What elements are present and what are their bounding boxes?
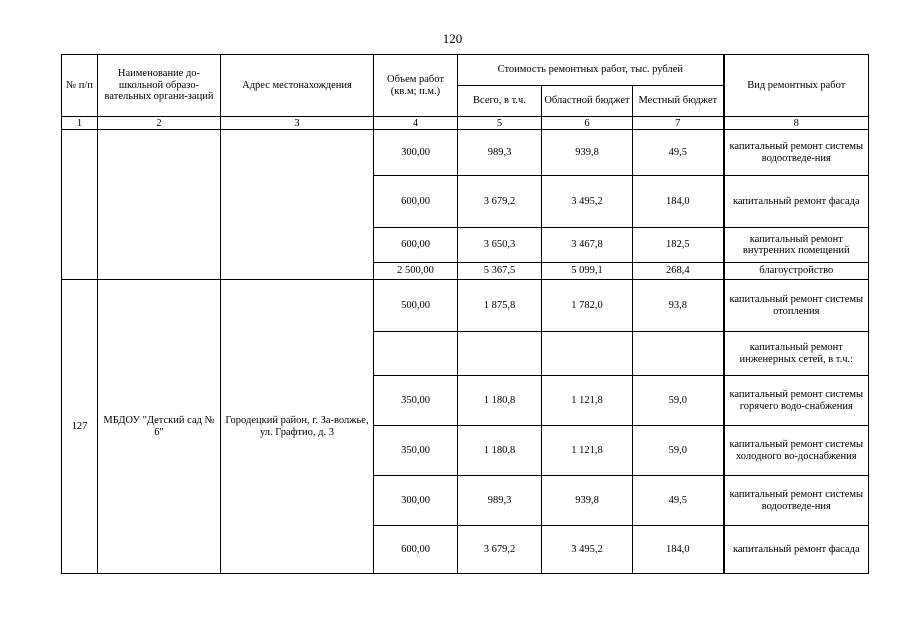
regional-cell: 939,8 (542, 476, 633, 526)
total-cell: 3 679,2 (458, 526, 542, 574)
local-cell: 182,5 (633, 228, 724, 263)
row-number-cell: 127 (62, 280, 98, 574)
volume-cell (374, 332, 458, 376)
total-cell: 5 367,5 (458, 263, 542, 280)
volume-cell: 600,00 (374, 176, 458, 228)
organization-cell: МБДОУ "Детский сад № 6" (98, 280, 221, 574)
total-cell: 989,3 (458, 476, 542, 526)
column-number: 5 (458, 117, 542, 130)
total-cell: 1 875,8 (458, 280, 542, 332)
work-type-cell: капитальный ремонт системы холодного во-доснабжения (724, 426, 869, 476)
regional-cell: 3 495,2 (542, 176, 633, 228)
regional-cell: 3 495,2 (542, 526, 633, 574)
local-cell: 49,5 (633, 476, 724, 526)
local-cell: 268,4 (633, 263, 724, 280)
total-cell: 3 650,3 (458, 228, 542, 263)
work-type-cell: капитальный ремонт системы водоотведе-ния (724, 476, 869, 526)
work-type-cell: благоустройство (724, 263, 869, 280)
regional-cell: 3 467,8 (542, 228, 633, 263)
local-cell: 184,0 (633, 526, 724, 574)
total-cell: 989,3 (458, 130, 542, 176)
regional-cell (542, 332, 633, 376)
repair-works-table (61, 54, 869, 574)
header-col-organization: Наименование до-школьной образо-вательных органи-заций (98, 55, 221, 117)
column-number: 7 (633, 117, 724, 130)
local-cell: 184,0 (633, 176, 724, 228)
table-row (62, 280, 869, 332)
volume-cell: 600,00 (374, 526, 458, 574)
total-cell: 1 180,8 (458, 426, 542, 476)
header-col-local: Местный бюджет (633, 86, 724, 117)
regional-cell: 5 099,1 (542, 263, 633, 280)
column-number-row (62, 117, 869, 130)
regional-cell: 1 121,8 (542, 376, 633, 426)
header-col-work-type: Вид ремонтных работ (724, 55, 869, 117)
header-row-top (62, 55, 869, 86)
column-number: 1 (62, 117, 98, 130)
organization-cell (98, 130, 221, 280)
header-col-volume: Объем работ (кв.м; п.м.) (374, 55, 458, 117)
header-col-number: № п/п (62, 55, 98, 117)
volume-cell: 300,00 (374, 476, 458, 526)
address-cell: Городецкий район, г. За-волжье, ул. Графтио, д. 3 (221, 280, 374, 574)
volume-cell: 350,00 (374, 376, 458, 426)
local-cell: 49,5 (633, 130, 724, 176)
work-type-cell: капитальный ремонт системы водоотведе-ния (724, 130, 869, 176)
column-number: 8 (724, 117, 869, 130)
work-type-cell: капитальный ремонт системы отопления (724, 280, 869, 332)
volume-cell: 300,00 (374, 130, 458, 176)
local-cell (633, 332, 724, 376)
work-type-cell: капитальный ремонт инженерных сетей, в т.ч.: (724, 332, 869, 376)
work-type-cell: капитальный ремонт внутренних помещений (724, 228, 869, 263)
work-type-cell: капитальный ремонт фасада (724, 526, 869, 574)
total-cell (458, 332, 542, 376)
regional-cell: 1 782,0 (542, 280, 633, 332)
local-cell: 93,8 (633, 280, 724, 332)
volume-cell: 500,00 (374, 280, 458, 332)
work-type-cell: капитальный ремонт фасада (724, 176, 869, 228)
volume-cell: 350,00 (374, 426, 458, 476)
column-number: 3 (221, 117, 374, 130)
total-cell: 1 180,8 (458, 376, 542, 426)
table-row (62, 130, 869, 176)
header-cost-group: Стоимость ремонтных работ, тыс. рублей (458, 55, 724, 86)
work-type-cell: капитальный ремонт системы горячего водо-снабжения (724, 376, 869, 426)
volume-cell: 2 500,00 (374, 263, 458, 280)
row-number-cell (62, 130, 98, 280)
column-number: 2 (98, 117, 221, 130)
address-cell (221, 130, 374, 280)
volume-cell: 600,00 (374, 228, 458, 263)
header-col-regional: Областной бюджет (542, 86, 633, 117)
header-col-address: Адрес местонахождения (221, 55, 374, 117)
header-col-total: Всего, в т.ч. (458, 86, 542, 117)
local-cell: 59,0 (633, 426, 724, 476)
local-cell: 59,0 (633, 376, 724, 426)
total-cell: 3 679,2 (458, 176, 542, 228)
page-number: 120 (442, 31, 463, 46)
column-number: 4 (374, 117, 458, 130)
regional-cell: 1 121,8 (542, 426, 633, 476)
regional-cell: 939,8 (542, 130, 633, 176)
column-number: 6 (542, 117, 633, 130)
